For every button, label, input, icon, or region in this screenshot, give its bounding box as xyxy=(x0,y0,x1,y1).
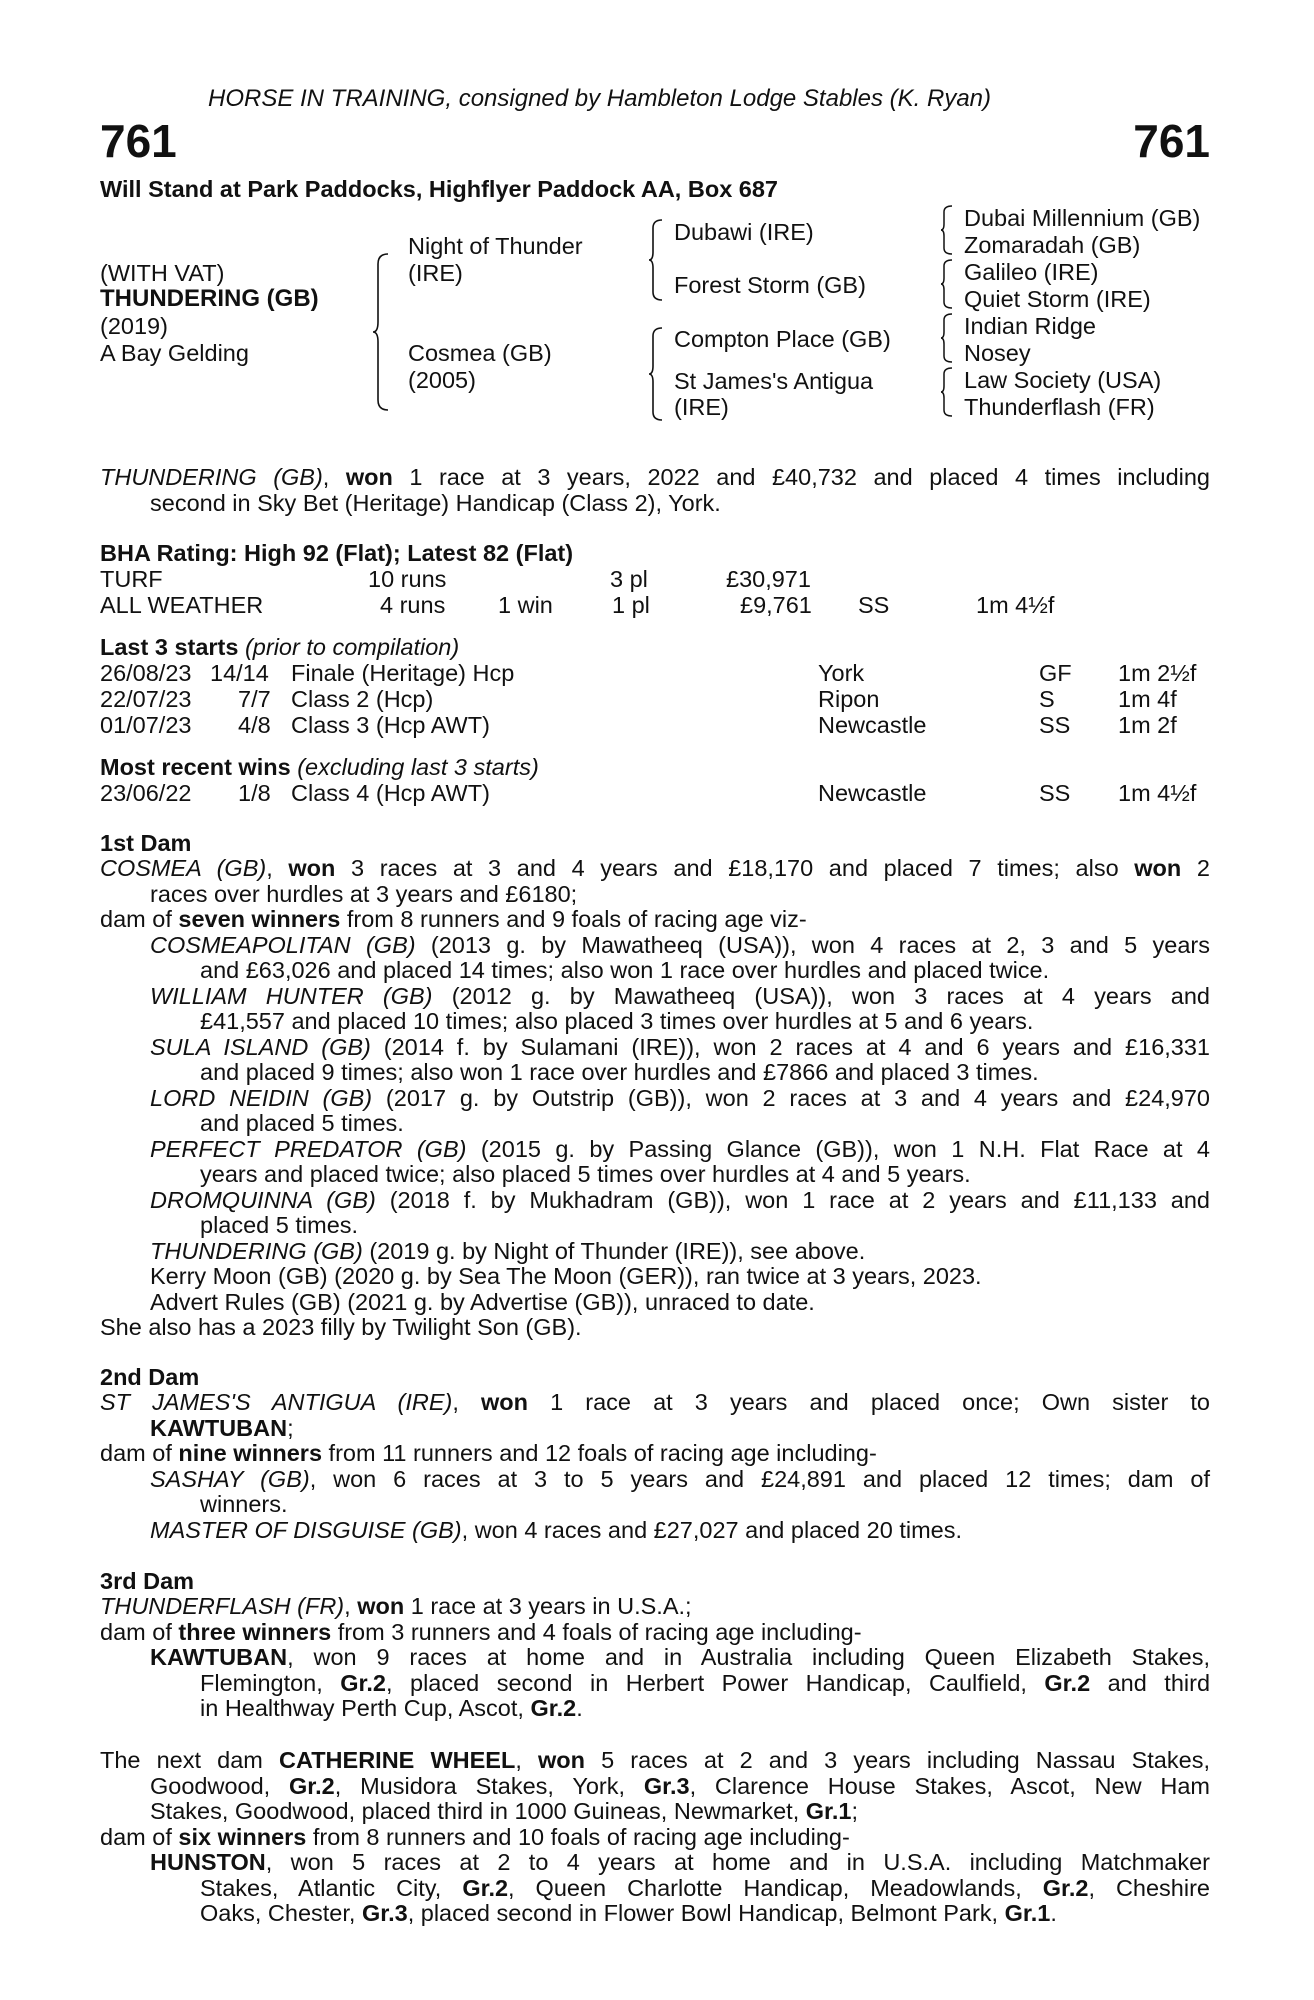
start-date: 26/08/23 xyxy=(100,660,192,686)
progeny-name: DROMQUINNA (GB) xyxy=(150,1186,376,1213)
progeny-entry xyxy=(100,984,1210,1010)
dam-name: ST JAMES'S ANTIGUA (IRE) xyxy=(100,1389,453,1415)
win-going: SS xyxy=(1039,780,1071,806)
progeny-entry: £41,557 and placed 10 times; also placed 3 times over hurdles at 5 and 6 years. xyxy=(200,1008,1034,1034)
grand-sire-1: Dubai Millennium (GB) xyxy=(964,205,1201,231)
separator: ; xyxy=(851,1798,859,1824)
progeny-entry: She also has a 2023 filly by Twilight Son (GB). xyxy=(100,1314,582,1340)
dam-year: (2005) xyxy=(408,367,476,393)
winners-count: nine winners xyxy=(178,1440,323,1466)
dam-parents-brace xyxy=(648,326,664,422)
dam-text: 3 races at 3 and 4 years and £18,170 and placed 7 times; also xyxy=(335,855,1135,881)
grand-dam-2: Quiet Storm (IRE) xyxy=(964,286,1151,312)
dam-text: dam of xyxy=(100,1618,179,1645)
start-course: Newcastle xyxy=(818,712,927,738)
progeny-text: , won 5 races at 2 to 4 years at home and in U.S.A. including Matchmaker xyxy=(265,1849,1210,1875)
dam-text: 2 xyxy=(1181,855,1210,881)
win-course: Newcastle xyxy=(818,780,927,806)
start-row xyxy=(100,660,1210,686)
recent-wins-note: (excluding last 3 starts) xyxy=(297,754,539,780)
dam-text: 1 race at 3 years in U.S.A.; xyxy=(404,1593,692,1619)
last-starts-title: Last 3 starts xyxy=(100,634,239,660)
start-date: 22/07/23 xyxy=(100,686,192,712)
won-label: won xyxy=(537,1747,585,1773)
progeny-entry xyxy=(100,1137,1210,1163)
progeny-entry: and placed 9 times; also won 1 race over hurdles and £7866 and placed 3 times. xyxy=(200,1059,1039,1085)
progeny-text: Stakes, Atlantic City, xyxy=(200,1874,463,1901)
dam-text: dam of xyxy=(100,906,179,932)
second-dam-line xyxy=(100,1416,1210,1442)
progeny-text: (2019 g. by Night of Thunder (IRE)), see above. xyxy=(362,1237,866,1264)
rating-placed: 3 pl xyxy=(610,566,648,592)
won-label: won xyxy=(345,464,393,490)
progeny-entry xyxy=(100,1188,1210,1214)
grand-dam-4: Thunderflash (FR) xyxy=(964,394,1155,420)
stand-location: Will Stand at Park Paddocks, Highflyer Paddock AA, Box 687 xyxy=(100,176,779,202)
dam-name: CATHERINE WHEEL xyxy=(279,1747,516,1773)
summary-line-1: THUNDERING (GB), won 1 race at 3 years, 2022 and £40,732 and placed 4 times including xyxy=(100,464,1210,490)
win-date: 23/06/22 xyxy=(100,780,192,806)
progeny-text: (2014 f. by Sulamani (IRE)), won 2 races at 4 and 6 years and £16,331 xyxy=(370,1033,1210,1060)
start-position: 14/14 xyxy=(210,660,269,686)
progeny-text: , placed second in Herbert Power Handicap, Caulfield, xyxy=(386,1669,1045,1696)
dam-dam: St James's Antigua xyxy=(674,368,874,394)
won-label: won xyxy=(288,855,336,881)
sire-dam-brace xyxy=(372,252,390,412)
progeny-entry xyxy=(100,1035,1210,1061)
next-dam-line xyxy=(100,1774,1210,1800)
grade-label: Gr.1 xyxy=(805,1798,852,1824)
start-position: 7/7 xyxy=(238,686,271,712)
progeny-entry xyxy=(100,1696,1210,1722)
grade-label: Gr.2 xyxy=(1042,1874,1089,1901)
dam-text: Goodwood, xyxy=(150,1772,290,1799)
progeny-entry xyxy=(100,1518,1210,1544)
rating-prize: £9,761 xyxy=(740,592,812,618)
dam-text: Stakes, Goodwood, placed third in 1000 Guineas, Newmarket, xyxy=(150,1798,806,1824)
grade-label: Gr.2 xyxy=(289,1772,335,1799)
dam-text: from 11 runners and 12 foals of racing age including- xyxy=(322,1440,877,1466)
progeny-text: , won 4 races and £27,027 and placed 20 times. xyxy=(461,1516,963,1543)
next-dam-line xyxy=(100,1825,1210,1851)
won-label: won xyxy=(357,1593,405,1619)
separator: , xyxy=(266,855,289,881)
dam-text: , Musidora Stakes, York, xyxy=(334,1772,644,1799)
dam-text: 5 races at 2 and 3 years including Nassau Stakes, xyxy=(584,1747,1210,1773)
sire-sire: Dubawi (IRE) xyxy=(674,219,814,245)
progeny-name: THUNDERING (GB) xyxy=(150,1237,363,1264)
grand-brace-4 xyxy=(940,366,954,418)
dam-text: from 8 runners and 9 foals of racing age viz- xyxy=(340,906,807,932)
grand-sire-3: Indian Ridge xyxy=(964,313,1096,339)
progeny-entry xyxy=(100,1239,1210,1265)
recent-wins-heading xyxy=(100,754,539,780)
progeny-entry xyxy=(100,1645,1210,1671)
progeny-text: and third xyxy=(1090,1669,1211,1696)
start-distance: 1m 2½f xyxy=(1118,660,1197,686)
start-position: 4/8 xyxy=(238,712,271,738)
recent-wins-title: Most recent wins xyxy=(100,754,291,780)
rating-distance: 1m 4½f xyxy=(976,592,1055,618)
progeny-text: Flemington, xyxy=(200,1669,341,1696)
grand-dam-1: Zomaradah (GB) xyxy=(964,232,1141,258)
won-label: won xyxy=(481,1389,529,1415)
progeny-text: , won 9 races at home and in Australia including Queen Elizabeth Stakes, xyxy=(287,1644,1210,1670)
start-going: SS xyxy=(1039,712,1071,738)
progeny-entry: Kerry Moon (GB) (2020 g. by Sea The Moon (GER)), ran twice at 3 years, 2023. xyxy=(150,1263,982,1289)
next-dam-line xyxy=(100,1799,1210,1825)
dam-text: from 3 runners and 4 foals of racing age including- xyxy=(331,1618,862,1645)
win-race: Class 4 (Hcp AWT) xyxy=(291,780,490,806)
winners-count: seven winners xyxy=(178,906,341,932)
progeny-name: PERFECT PREDATOR (GB) xyxy=(150,1135,467,1162)
horse-description: A Bay Gelding xyxy=(100,340,249,366)
third-dam-heading: 3rd Dam xyxy=(100,1568,195,1594)
start-row xyxy=(100,686,1210,712)
progeny-entry xyxy=(100,933,1210,959)
progeny-entry xyxy=(100,1901,1210,1927)
progeny-text: Oaks, Chester, xyxy=(200,1900,362,1926)
progeny-entry xyxy=(100,1850,1210,1876)
dam-text: The next dam xyxy=(100,1747,279,1773)
progeny-name: HUNSTON xyxy=(150,1849,266,1875)
start-going: S xyxy=(1039,686,1055,712)
progeny-entry: and £63,026 and placed 14 times; also won 1 race over hurdles and placed twice. xyxy=(200,957,1050,983)
rating-row-turf xyxy=(100,566,1210,592)
second-dam-line xyxy=(100,1441,1210,1467)
second-dam-heading: 2nd Dam xyxy=(100,1364,200,1390)
progeny-name: SULA ISLAND (GB) xyxy=(150,1033,371,1060)
race-summary xyxy=(100,465,1210,516)
last-starts-note: (prior to compilation) xyxy=(244,634,460,660)
recent-win-row xyxy=(100,780,1210,806)
second-dam-line xyxy=(100,1390,1210,1416)
grade-label: Gr.2 xyxy=(1044,1669,1091,1696)
winners-count: three winners xyxy=(178,1618,332,1645)
foaling-year: (2019) xyxy=(100,313,168,339)
start-course: York xyxy=(818,660,865,686)
first-dam-heading: 1st Dam xyxy=(100,830,192,856)
rating-surface: TURF xyxy=(100,566,163,592)
third-dam-line xyxy=(100,1594,1210,1620)
vat-note: (WITH VAT) xyxy=(100,260,225,286)
first-dam-line: races over hurdles at 3 years and £6180; xyxy=(150,880,578,907)
separator: , xyxy=(452,1389,482,1415)
start-race: Finale (Heritage) Hcp xyxy=(291,660,515,686)
grade-label: Gr.2 xyxy=(530,1695,577,1721)
progeny-entry: years and placed twice; also placed 5 times over hurdles at 4 and 5 years. xyxy=(200,1161,971,1187)
progeny-text: , won 6 races at 3 to 5 years and £24,891 and placed 12 times; dam of xyxy=(309,1465,1211,1492)
grade-label: Gr.2 xyxy=(340,1669,386,1696)
consignor-line: HORSE IN TRAINING, consigned by Hambleton Lodge Stables (K. Ryan) xyxy=(208,85,991,112)
progeny-name: MASTER OF DISGUISE (GB) xyxy=(150,1516,462,1543)
separator: ; xyxy=(287,1414,294,1441)
summary-horse-name: THUNDERING (GB) xyxy=(100,464,323,490)
progeny-text: , placed second in Flower Bowl Handicap, Belmont Park, xyxy=(407,1900,1005,1926)
dam-text: dam of xyxy=(100,1440,179,1466)
dam-text: from 8 runners and 10 foals of racing age including- xyxy=(306,1823,850,1850)
separator: , xyxy=(515,1747,538,1773)
last-starts-heading xyxy=(100,634,459,660)
winners-count: six winners xyxy=(178,1823,307,1850)
first-dam-line xyxy=(100,907,1210,933)
progeny-text: (2013 g. by Mawatheeq (USA)), won 4 races at 2, 3 and 5 years xyxy=(415,931,1210,958)
grand-sire-4: Law Society (USA) xyxy=(964,367,1162,393)
progeny-entry: and placed 5 times. xyxy=(200,1110,404,1136)
dam-name: COSMEA (GB) xyxy=(100,855,267,881)
next-dam-section xyxy=(100,1748,1210,1927)
grand-brace-1 xyxy=(940,204,954,256)
rating-surface: ALL WEATHER xyxy=(100,592,264,618)
start-race: Class 2 (Hcp) xyxy=(291,686,434,712)
dam-name: Cosmea (GB) xyxy=(408,340,552,366)
rating-prize: £30,971 xyxy=(726,566,811,592)
progeny-entry xyxy=(100,1671,1210,1697)
progeny-entry: Advert Rules (GB) (2021 g. by Advertise (GB)), unraced to date. xyxy=(150,1288,815,1315)
won-label: won xyxy=(1134,855,1182,881)
start-distance: 1m 4f xyxy=(1118,686,1177,712)
grand-brace-3 xyxy=(940,312,954,364)
start-course: Ripon xyxy=(818,686,880,712)
grand-sire-2: Galileo (IRE) xyxy=(964,259,1099,285)
grand-brace-2 xyxy=(940,258,954,310)
rating-placed: 1 pl xyxy=(612,592,650,618)
dam-text: dam of xyxy=(100,1823,179,1850)
dam-dam-country: (IRE) xyxy=(674,394,729,420)
summary-line-2: second in Sky Bet (Heritage) Handicap (Class 2), York. xyxy=(150,489,721,516)
progeny-entry xyxy=(100,1467,1210,1493)
rating-wins: 1 win xyxy=(498,592,553,618)
progeny-entry xyxy=(100,1876,1210,1902)
progeny-entry: placed 5 times. xyxy=(200,1212,359,1238)
horse-name: THUNDERING (GB) xyxy=(100,285,319,312)
rating-row-aw xyxy=(100,592,1210,618)
first-dam-section xyxy=(100,830,1210,1341)
start-date: 01/07/23 xyxy=(100,712,192,738)
dam-text: 1 race at 3 years and placed once; Own sister to xyxy=(528,1389,1211,1415)
grand-dam-3: Nosey xyxy=(964,340,1031,366)
start-distance: 1m 2f xyxy=(1118,712,1177,738)
progeny-entry: winners. xyxy=(200,1491,288,1517)
dam-sire: Compton Place (GB) xyxy=(674,326,891,352)
sire-name: Night of Thunder xyxy=(408,233,583,259)
progeny-text: . xyxy=(576,1695,583,1721)
progeny-text: (2018 f. by Mukhadram (GB)), won 1 race at 2 years and £11,133 and xyxy=(375,1186,1210,1213)
progeny-name: WILLIAM HUNTER (GB) xyxy=(150,982,433,1009)
grade-label: Gr.3 xyxy=(643,1772,690,1799)
first-dam-line xyxy=(100,856,1210,882)
next-dam-line xyxy=(100,1748,1210,1774)
progeny-text: (2017 g. by Outstrip (GB)), won 2 races at 3 and 4 years and £24,970 xyxy=(372,1084,1210,1111)
start-race: Class 3 (Hcp AWT) xyxy=(291,712,490,738)
rating-going: SS xyxy=(858,592,890,618)
third-dam-section xyxy=(100,1568,1210,1722)
progeny-name: LORD NEIDIN (GB) xyxy=(150,1084,373,1111)
progeny-text: (2012 g. by Mawatheeq (USA)), won 3 races at 4 years and xyxy=(432,982,1210,1009)
grade-label: Gr.3 xyxy=(361,1900,408,1926)
dam-text: , Clarence House Stakes, Ascot, New Ham xyxy=(689,1772,1210,1799)
progeny-name: SASHAY (GB) xyxy=(150,1465,310,1492)
sire-parents-brace xyxy=(648,218,664,302)
progeny-name: COSMEAPOLITAN (GB) xyxy=(150,931,416,958)
win-distance: 1m 4½f xyxy=(1118,780,1197,806)
progeny-name: KAWTUBAN xyxy=(150,1644,288,1670)
start-going: GF xyxy=(1039,660,1072,686)
start-row xyxy=(100,712,1210,738)
bha-rating-heading: BHA Rating: High 92 (Flat); Latest 82 (Flat) xyxy=(100,540,574,566)
rating-runs: 10 runs xyxy=(368,566,447,592)
third-dam-line xyxy=(100,1620,1210,1646)
lot-number-right: 761 xyxy=(1133,115,1210,167)
sire-dam: Forest Storm (GB) xyxy=(674,272,866,298)
separator: , xyxy=(344,1593,358,1619)
win-position: 1/8 xyxy=(238,780,271,806)
grade-label: Gr.2 xyxy=(462,1874,509,1901)
progeny-text: , Cheshire xyxy=(1088,1874,1210,1901)
progeny-entry xyxy=(100,1086,1210,1112)
second-dam-section xyxy=(100,1364,1210,1543)
sire-country: (IRE) xyxy=(408,260,463,286)
summary-text: 1 race at 3 years, 2022 and £40,732 and placed 4 times including xyxy=(392,464,1210,490)
sister-name: KAWTUBAN xyxy=(150,1414,288,1441)
progeny-text: (2015 g. by Passing Glance (GB)), won 1 N.H. Flat Race at 4 xyxy=(466,1135,1210,1162)
rating-runs: 4 runs xyxy=(380,592,446,618)
progeny-text: . xyxy=(1050,1900,1057,1926)
progeny-text: , Queen Charlotte Handicap, Meadowlands, xyxy=(508,1874,1043,1901)
grade-label: Gr.1 xyxy=(1004,1900,1051,1926)
dam-name: THUNDERFLASH (FR) xyxy=(100,1593,345,1619)
lot-number-left: 761 xyxy=(100,115,177,167)
progeny-text: in Healthway Perth Cup, Ascot, xyxy=(200,1695,531,1721)
